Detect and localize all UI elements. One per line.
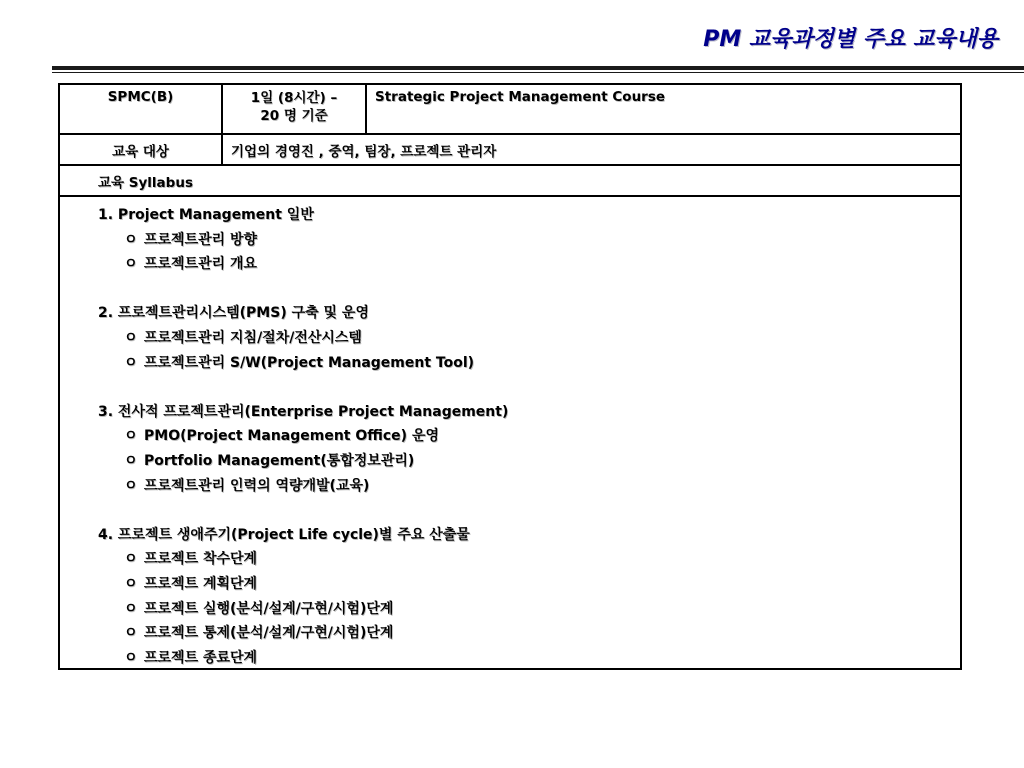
list-item: ㅇ Portfolio Management(통합정보관리) bbox=[98, 449, 960, 474]
bullet-icon: ㅇ bbox=[124, 600, 138, 617]
course-table bbox=[58, 83, 962, 670]
bullet-icon: ㅇ bbox=[124, 256, 138, 273]
list-item: ㅇ 프로젝트 통제(분석/설계/구현/시험)단계 bbox=[98, 621, 960, 646]
bullet-icon: ㅇ bbox=[124, 625, 138, 642]
title-divider-thick bbox=[52, 66, 1024, 70]
page-title: PM 교육과정별 주요 교육내용 bbox=[703, 27, 998, 52]
bullet-icon: ㅇ bbox=[124, 649, 138, 666]
bullet-icon: ㅇ bbox=[124, 452, 138, 469]
course-code: SPMC(B) bbox=[60, 85, 223, 133]
list-item: ㅇ 프로젝트관리 개요 bbox=[98, 252, 960, 277]
course-duration-line1: 1일 (8시간) – bbox=[250, 90, 338, 106]
bullet-icon: ㅇ bbox=[124, 575, 138, 592]
list-item: ㅇ 프로젝트관리 지침/절차/전산시스템 bbox=[98, 326, 960, 351]
bullet-icon: ㅇ bbox=[124, 428, 138, 445]
bullet-icon: ㅇ bbox=[124, 551, 138, 568]
target-value: 기업의 경영진 , 중역, 팀장, 프로젝트 관리자 bbox=[231, 143, 497, 160]
list-item: ㅇ PMO(Project Management Office) 운영 bbox=[98, 424, 960, 449]
course-duration bbox=[223, 85, 367, 133]
list-item: ㅇ 프로젝트 실행(분석/설계/구현/시험)단계 bbox=[98, 597, 960, 622]
bullet-icon: ㅇ bbox=[124, 354, 138, 371]
list-item: ㅇ 프로젝트 착수단계 bbox=[98, 547, 960, 572]
list-item: ㅇ 프로젝트관리 방향 bbox=[98, 228, 960, 253]
section-heading: 2. 프로젝트관리시스템(PMS) 구축 및 운영 bbox=[98, 305, 369, 322]
target-row bbox=[60, 135, 960, 166]
bullet-icon: ㅇ bbox=[124, 477, 138, 494]
course-header-row bbox=[60, 85, 960, 135]
section-heading: 1. Project Management 일반 bbox=[98, 207, 314, 223]
list-item: ㅇ 프로젝트관리 인력의 역량개발(교육) bbox=[98, 474, 960, 499]
section-heading: 3. 전사적 프로젝트관리(Enterprise Project Management) bbox=[98, 403, 509, 420]
target-label: 교육 대상 bbox=[60, 135, 223, 164]
course-name: Strategic Project Management Course bbox=[375, 89, 666, 105]
list-item: ㅇ 프로젝트 종료단계 bbox=[98, 646, 960, 671]
syllabus-header-row bbox=[60, 166, 960, 197]
list-item: ㅇ 프로젝트 계획단계 bbox=[98, 572, 960, 597]
list-item: ㅇ 프로젝트관리 S/W(Project Management Tool) bbox=[98, 351, 960, 376]
syllabus-content bbox=[60, 197, 960, 670]
syllabus-label: 교육 Syllabus bbox=[98, 174, 193, 191]
bullet-icon: ㅇ bbox=[124, 329, 138, 346]
section-heading: 4. 프로젝트 생애주기(Project Life cycle)별 주요 산출물 bbox=[98, 526, 470, 543]
title-divider-thin bbox=[52, 72, 1024, 73]
bullet-icon: ㅇ bbox=[124, 231, 138, 248]
course-duration-line2: 20 명 기준 bbox=[260, 108, 328, 124]
